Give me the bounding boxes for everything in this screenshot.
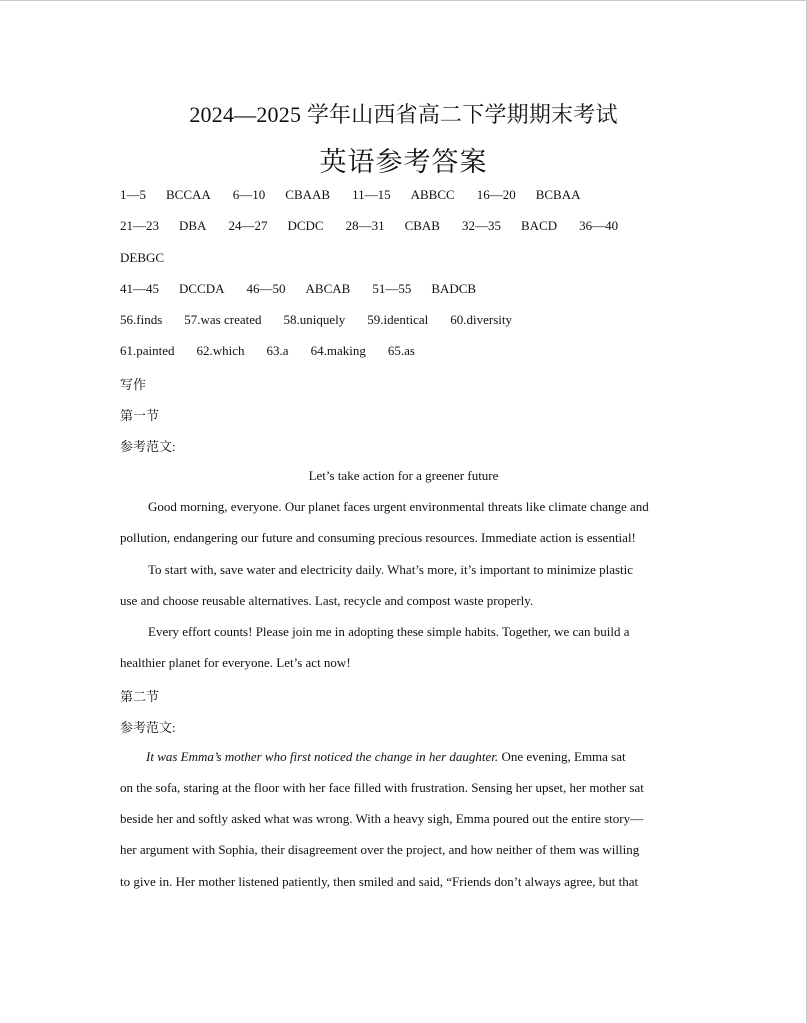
exam-subtitle: 英语参考答案 xyxy=(319,147,488,177)
answer-item: 60.diversity xyxy=(450,312,513,327)
essay-line: pollution, endangering our future and consuming precious resources. Immediate action is essential! xyxy=(120,530,636,545)
answer-value: BACD xyxy=(520,218,558,233)
answer-range: 6—10 xyxy=(232,187,266,202)
answer-range: 32—35 xyxy=(461,218,501,233)
answer-range: 21—23 xyxy=(120,218,159,233)
answer-row-2 xyxy=(120,218,638,234)
answer-item: 63.a xyxy=(266,343,289,358)
answer-item: 61.painted xyxy=(120,343,175,358)
answer-row-4 xyxy=(120,312,534,328)
answer-item: 62.which xyxy=(196,343,245,358)
essay-line: healthier planet for everyone. Let’s act now! xyxy=(120,655,351,670)
section-1-sample-label: 参考范文: xyxy=(120,439,176,454)
answer-range: 51—55 xyxy=(372,281,412,296)
essay-line: Every effort counts! Please join me in adopting these simple habits. Together, we can build a xyxy=(148,624,630,639)
exam-title: 2024—2025 学年山西省高二下学期期末考试 xyxy=(189,102,618,127)
answer-range: 11—15 xyxy=(352,187,391,202)
answer-row-3 xyxy=(120,281,498,297)
answer-value: DCDC xyxy=(287,218,324,233)
answer-value: DBA xyxy=(179,218,207,233)
answer-value: ABCAB xyxy=(305,281,351,296)
answer-item: 57.was created xyxy=(184,312,262,327)
answer-value: BCBAA xyxy=(535,187,581,202)
answer-item: 59.identical xyxy=(367,312,429,327)
story-line: to give in. Her mother listened patiently, then smiled and said, “Friends don’t always agree, but that xyxy=(120,874,639,889)
story-lead-rest: One evening, Emma sat xyxy=(498,749,626,764)
answer-range: 36—40 xyxy=(579,218,619,233)
section-2-label: 第二节 xyxy=(120,689,160,704)
answer-range: 1—5 xyxy=(120,187,146,202)
story-line: on the sofa, staring at the floor with her face filled with frustration. Sensing her upset, her mother sat xyxy=(120,780,644,795)
section-2-sample-label: 参考范文: xyxy=(120,720,176,735)
answer-range: 28—31 xyxy=(345,218,385,233)
essay-title: Let’s take action for a greener future xyxy=(308,468,499,483)
answer-range: 41—45 xyxy=(120,281,159,296)
answer-item: 64.making xyxy=(310,343,366,358)
story-line: her argument with Sophia, their disagreement over the project, and how neither of them was willing xyxy=(120,842,640,857)
answer-row-5 xyxy=(120,343,437,359)
answer-row-2-wrap: DEBGC xyxy=(120,250,165,265)
answer-value: BCCAA xyxy=(166,187,211,202)
essay-line: Good morning, everyone. Our planet faces urgent environmental threats like climate change and xyxy=(148,499,649,514)
answer-range: 24—27 xyxy=(228,218,268,233)
answer-value: DCCDA xyxy=(179,281,225,296)
page-border-top xyxy=(0,0,807,1)
answer-item: 58.uniquely xyxy=(283,312,346,327)
answer-value: BADCB xyxy=(431,281,477,296)
essay-line: use and choose reusable alternatives. Last, recycle and compost waste properly. xyxy=(120,593,534,608)
writing-heading: 写作 xyxy=(120,377,147,392)
story-lead-line xyxy=(120,749,718,765)
story-line: beside her and softly asked what was wrong. With a heavy sigh, Emma poured out the entire story— xyxy=(120,811,644,826)
section-1-label: 第一节 xyxy=(120,408,160,423)
answer-item: 56.finds xyxy=(120,312,163,327)
answer-value: CBAB xyxy=(404,218,440,233)
essay-line: To start with, save water and electricity daily. What’s more, it’s important to minimize plastic xyxy=(148,562,634,577)
answer-range: 16—20 xyxy=(476,187,516,202)
answer-item: 65.as xyxy=(387,343,415,358)
answer-row-1 xyxy=(120,187,603,203)
story-lead-italic: It was Emma’s mother who first noticed the change in her daughter. xyxy=(146,749,499,764)
answer-value: ABBCC xyxy=(410,187,455,202)
answer-range: 46—50 xyxy=(246,281,286,296)
answer-value: CBAAB xyxy=(285,187,331,202)
